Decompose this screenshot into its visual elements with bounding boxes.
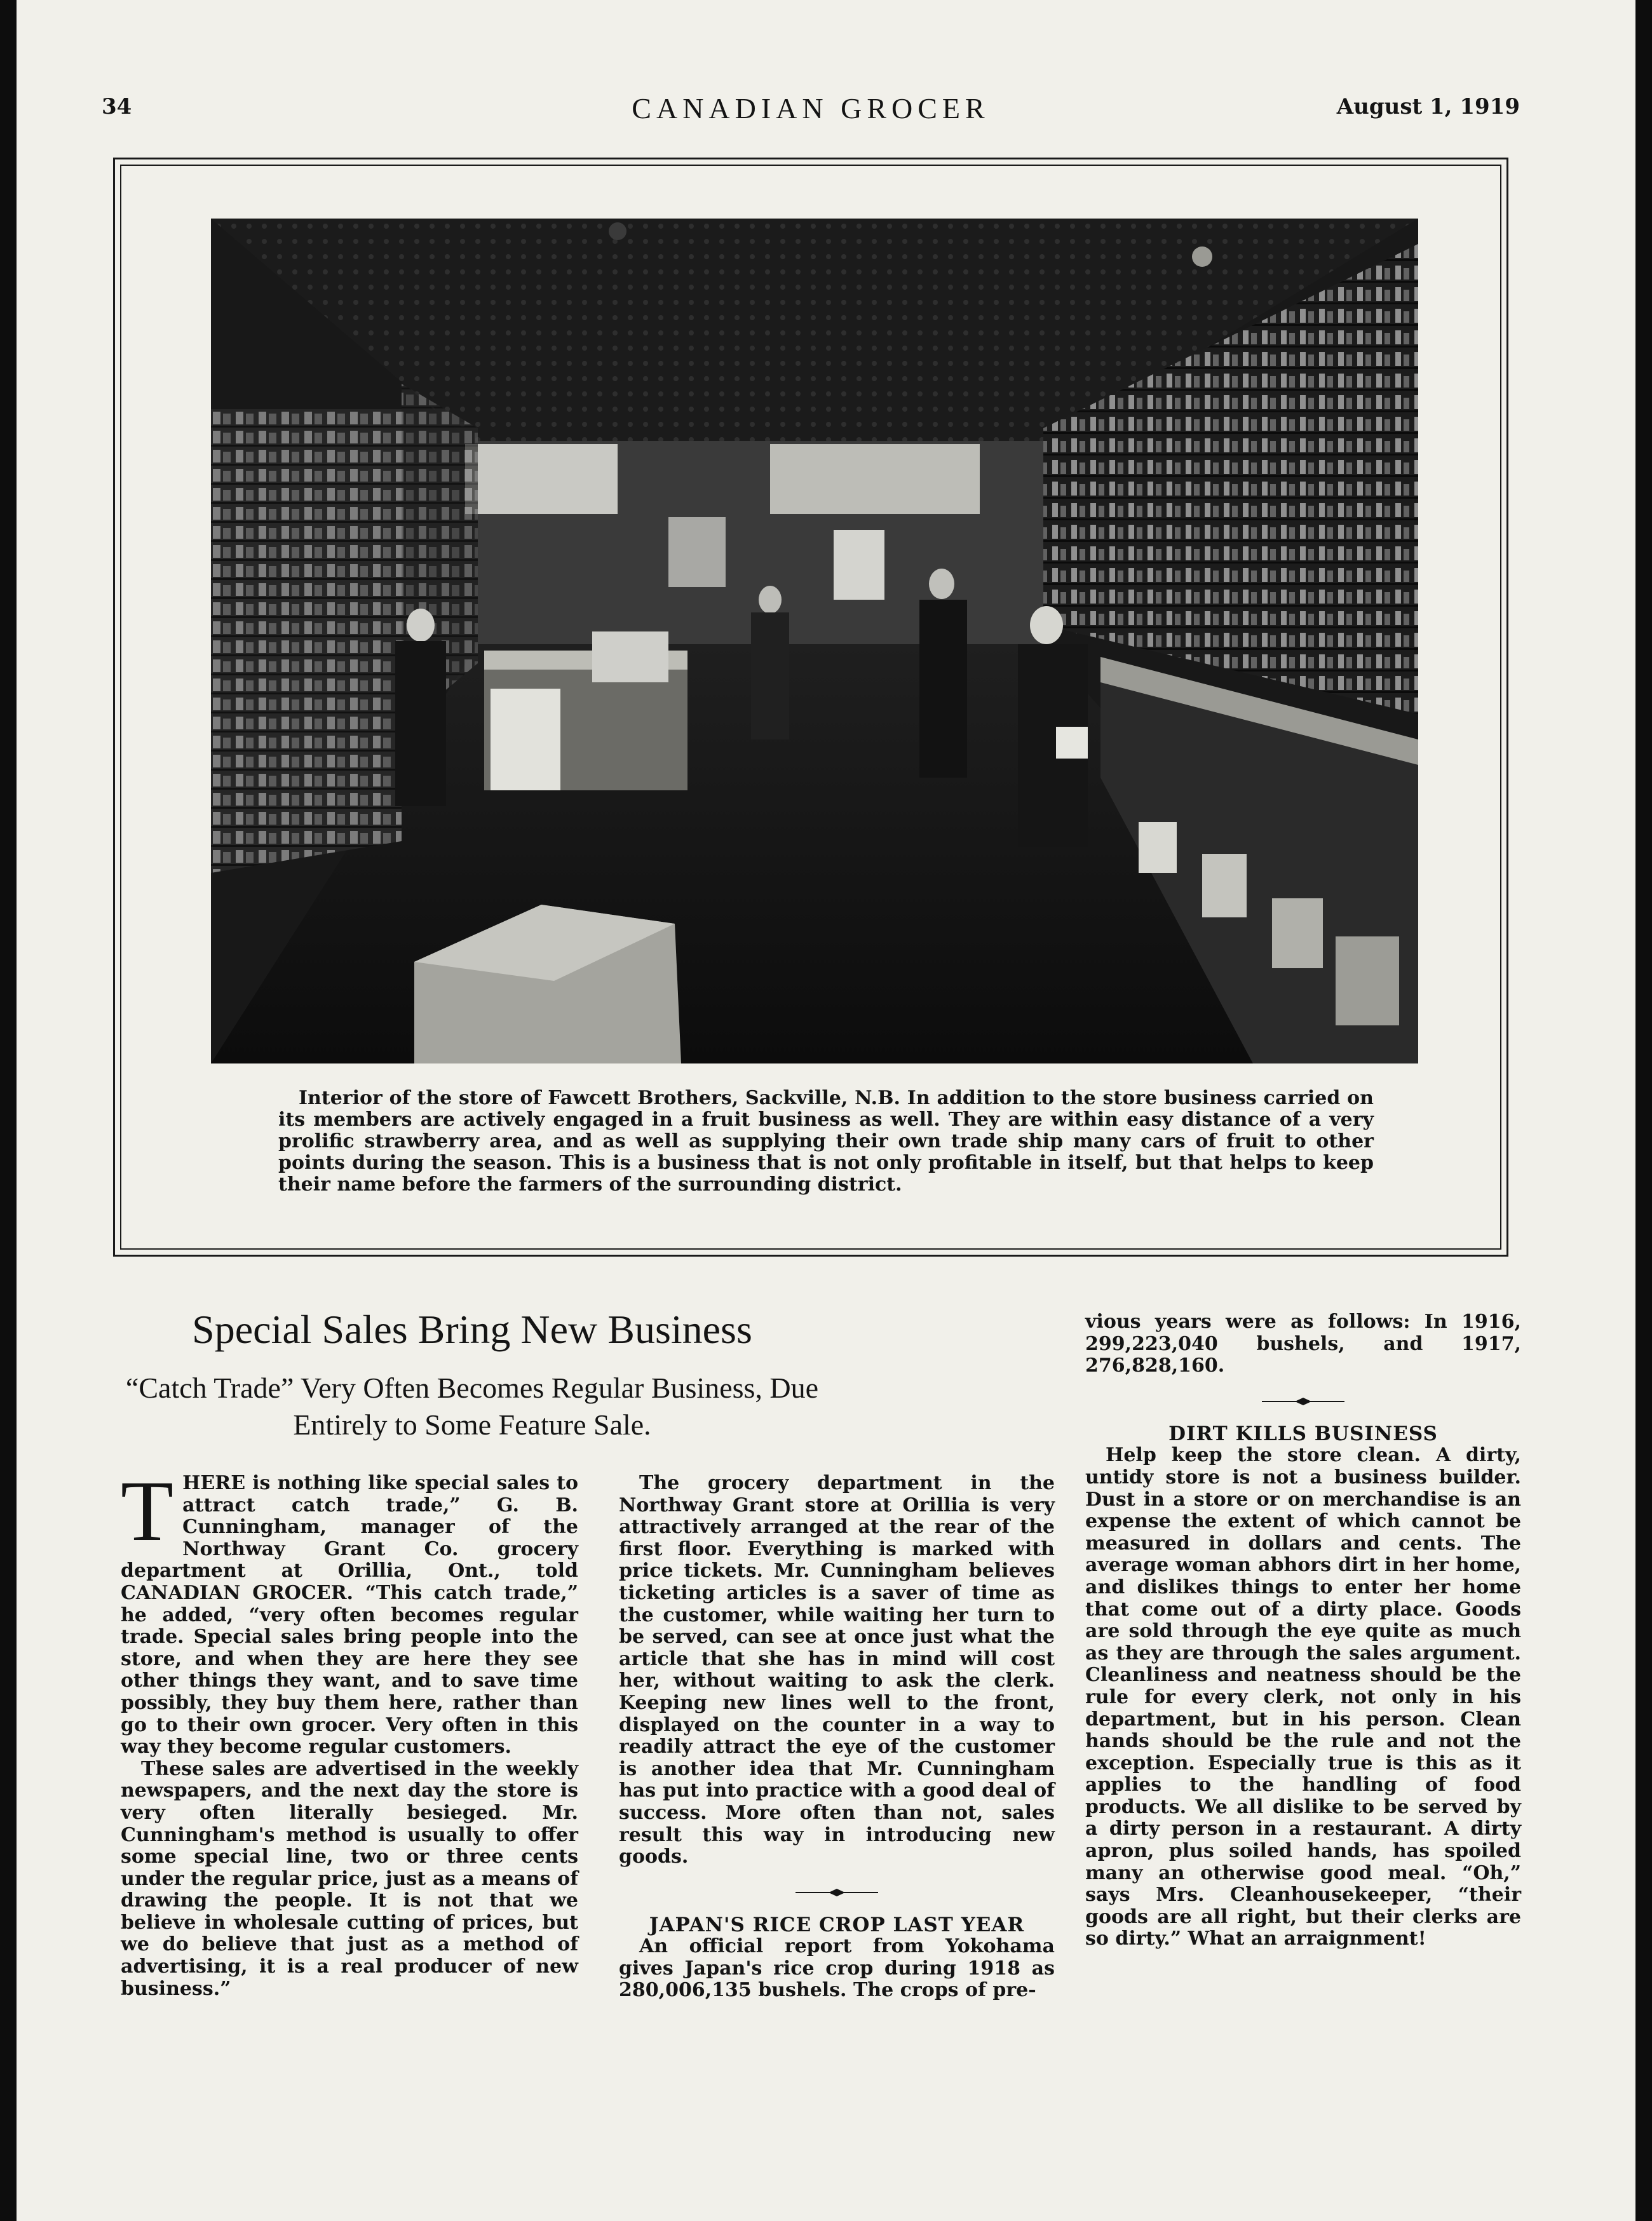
article-column-2 xyxy=(619,1473,1055,2002)
article-paragraph-2: These sales are advertised in the weekly newspapers, and the next day the store is very often literally besieged. Mr. Cunningham's method is usually to offer some special line, two or three cents under the regular price, just as a means of drawing the people. It is not that we believe in wholesale cutting of prices, but we do believe that just as a method of advertising, it is a real producer of new business.” xyxy=(121,1757,578,2000)
issue-date: August 1, 1919 xyxy=(1336,94,1520,119)
store-interior-photo xyxy=(211,219,1418,1063)
section-divider-ornament xyxy=(796,1887,878,1898)
rice-crop-heading: JAPAN'S RICE CROP LAST YEAR xyxy=(649,1913,1025,1936)
rice-crop-text-part-2: vious years were as follows: In 1916, 299,223,040 bushels, and 1917, 276,828,160. xyxy=(1085,1311,1521,1377)
article-column-3 xyxy=(1085,1311,1521,1950)
dirt-kills-business-text: Help keep the store clean. A dirty, untidy store is not a business builder. Dust in a store or on merchandise is an expense the extent of which cannot be measured in dollars and cents. The average woman abhors dirt in her home, and dislikes things to enter her home that come out of a dirty place. Goods are sold through the eye quite as much as they are through the sales argument. Cleanliness and neatness should be the rule for every clerk, not only in his department, but in his person. Clean hands should be the rule and not the exception. Especially true is this as it applies to the handling of food products. We all dislike to be served by a dirty person in a restaurant. A dirty apron, plus soiled hands, has spoiled many an otherwise good meal. “Oh,” says Mrs. Cleanhousekeeper, “their goods are all right, but their clerks are so dirty.” What an arraignment! xyxy=(1085,1444,1521,1950)
article-subtitle: “Catch Trade” Very Often Becomes Regular Business, Due Entirely to Some Feature Sale. xyxy=(125,1372,819,1441)
article-paragraph-3: The grocery department in the Northway Grant store at Orillia is very attractively arranged at the rear of the first floor. Everything is marked with price tickets. Mr. Cunningham believes ticketing articles is a saver of time as the customer, while waiting her turn to be served, can see at once just what the article that she has in mind will cost her, without waiting to ask the clerk. Keeping new lines well to the front, displayed on the counter in a way to readily attract the eye of the customer is another idea that Mr. Cunningham has put into practice with a good deal of success. More often than not, sales result this way in introducing new goods. xyxy=(619,1472,1055,1868)
drop-cap: T xyxy=(121,1464,174,1559)
masthead: CANADIAN GROCER xyxy=(632,92,990,125)
photo-caption: Interior of the store of Fawcett Brothers, Sackville, N.B. In addition to the store business carried on its members are actively engaged in a fruit business as well. They are within easy distance of a very prolific strawberry area, and as well as supplying their own trade ship many cars of fruit to other points during the season. This is a business that is not only profitable in itself, but that helps to keep their name before the farmers of the surrounding district. xyxy=(278,1087,1374,1196)
page-header xyxy=(102,94,1520,132)
article-title: Special Sales Bring New Business xyxy=(192,1307,752,1352)
page-number: 34 xyxy=(102,94,132,119)
article-paragraph-1: HERE is nothing like special sales to attract catch trade,” G. B. Cunningham, manager of the Northway Grant Co. grocery department at Orillia, Ont., told CANADIAN GROCER. “This catch trade,” he added, “very often becomes regular trade. Special sales bring people into the store, and when they are here they see other things they want, and to save time possibly, they buy them here, rather than go to their own grocer. Very often in this way they become regular customers. xyxy=(121,1472,578,1759)
dirt-kills-business-heading: DIRT KILLS BUSINESS xyxy=(1168,1422,1438,1445)
section-divider-ornament xyxy=(1262,1396,1344,1407)
magazine-page xyxy=(17,0,1635,2221)
rice-crop-text-part-1: An official report from Yokohama gives Japan's rice crop during 1918 as 280,006,135 bushels. The crops of pre- xyxy=(619,1935,1055,2002)
article-column-1 xyxy=(121,1464,578,2000)
